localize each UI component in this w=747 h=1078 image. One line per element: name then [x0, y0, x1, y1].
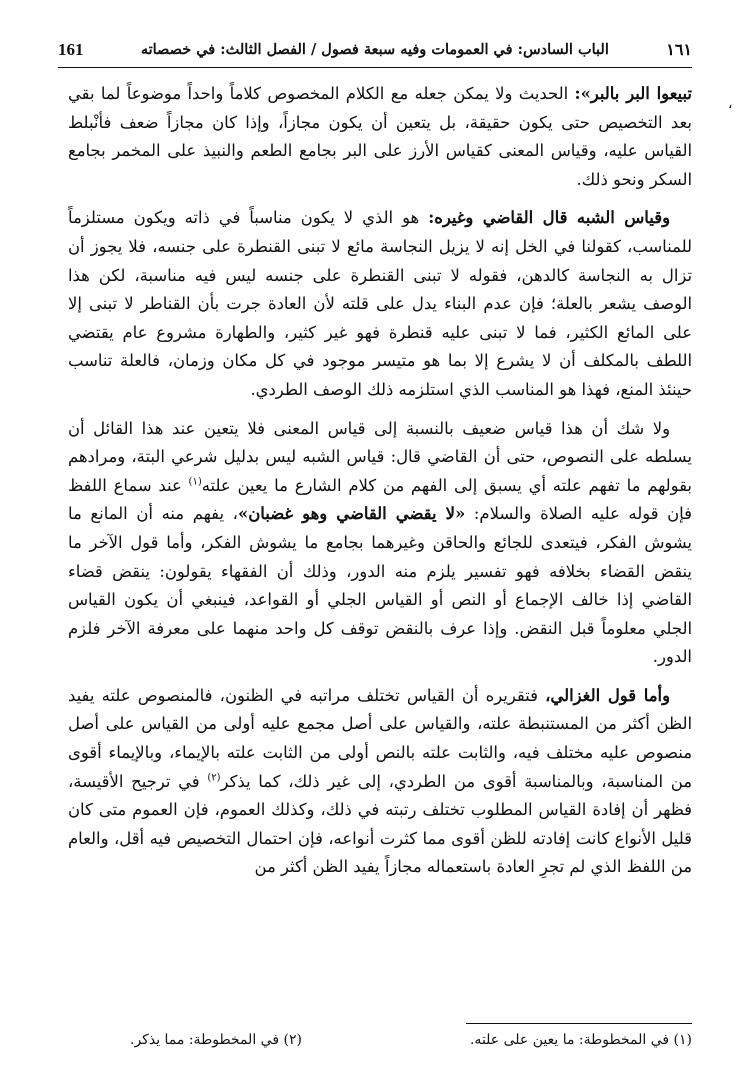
footnote-2: (٢) في المخطوطة: مما يذكر. [130, 1032, 302, 1048]
paragraph-2 [68, 204, 692, 404]
main-text [68, 80, 692, 892]
page-number-arabic: ١٦١ [666, 40, 692, 59]
footnote-ref-1[interactable]: (١) [188, 476, 202, 488]
footnote-divider [466, 1023, 692, 1024]
paragraph-3 [68, 415, 692, 672]
margin-mark: ، [728, 96, 733, 112]
paragraph-4-lead: وأما قول الغزالي، [545, 685, 670, 705]
paragraph-3-text-b: عند سماع اللفظ فإن قوله عليه الصلاة والسلام: [68, 475, 692, 524]
page-number-latin: 161 [58, 39, 84, 59]
footnote-1: (١) في المخطوطة: ما يعين على علته. [469, 1032, 692, 1048]
paragraph-1-lead: تبيعوا البر بالبر»: [574, 84, 692, 103]
running-title: الباب السادس: في العمومات وفيه سبعة فصول / الفصل الثالث: في خصصاته [140, 41, 609, 58]
paragraph-1-text: الحديث ولا يمكن جعله مع الكلام المخصوص كلاماً واحداً موضوعاً لما بقي بعد التخصيص حتى يكون حقيقة، بل يتعين أن يكون مجازاً، وإذا كان مجازاً ضعف فأنْبلط القياس عليه، وقياس المعنى كقياس الأرز على البر بجامع الطعم والنبيذ على المخمر بجامع السكر ونحو ذلك. [68, 84, 692, 189]
paragraph-3-text-a: ولا شك أن هذا قياس ضعيف بالنسبة إلى قياس المعنى فلا يتعين عند هذا القائل أن يسلطه على النصوص، حتى أن القاضي قال: قياس الشبه ليس بدليل شرعي البتة، ومرادهم بقولهم ما تفهم علته أي يسبق إلى الفهم من كلام الشارع ما يعين علته [68, 418, 692, 495]
hadith-quote: «لا يقضي القاضي وهو غضبان» [237, 504, 466, 524]
paragraph-2-lead: وقياس الشبه قال القاضي وغيره: [428, 208, 670, 228]
running-header [58, 38, 692, 68]
paragraph-4-text-b: في ترجيح الأقيسة، فظهر أن إفادة القياس المطلوب تختلف رتبته في ذلك، وكذلك العموم، فإن العموم متى كان قليل الأنواع كانت إفادته للظن أقوى مما كثرت أنواعه، فإن احتمال التخصيص فيه أقل، والعام من اللفظ الذي لم تجرِ العادة باستعماله مجازاً يفيد الظن أكثر من [68, 771, 692, 877]
footnotes [130, 1030, 692, 1050]
paragraph-1 [68, 80, 692, 194]
paragraph-3-text-c: ، يفهم منه أن المانع ما يشوش الفكر، فيتعدى للجائع والحاقن وغيرهما بجامع ما يشوش الفكر، وأما قول الآخر ما ينقض القضاء بخلافه فهو تفسير يلزم منه الدور، وذلك أن الفقهاء يقولون: ينقض قضاء القاضي إذا خالف الإجماع أو النص أو القياس الجلي أو القواعد، فينبغي أن يكون القياس الجلي معلوماً قبل النقض. وإذا عرف بالنقض توقف كل واحد منهما على معرفة الآخر فلزم الدور. [68, 504, 692, 667]
paragraph-2-text: هو الذي لا يكون مناسباً في ذاته ويكون مستلزماً للمناسب، كقولنا في الخل إنه لا يزيل النجاسة مائع لا تبنى القنطرة على جنسه، فلا يجوز أن تزال به النجاسة كالدهن، فقوله لا تبنى القنطرة على جنسه ليس فيه مناسبة، لكن هذا الوصف يشعر بالعلة؛ فإن عدم البناء يدل على قلته لأن العادة جرت بأن القناطر لا تبنى إلا على المائع الكثير، فما لا تبنى عليه قنطرة فهو غير كثير، والطهارة مشروع عام يقتضي اللطف بالمكلف أن لا يشرع إلا بما هو متيسر موجود في كل مكان وزمان، فالعلة تناسب حينئذ المنع، فهذا هو المناسب الذي استلزمه ذلك الوصف الطردي. [68, 208, 692, 399]
footnote-ref-2[interactable]: (٢) [207, 772, 221, 784]
paragraph-4-text-a: فتقريره أن القياس تختلف مراتبه في الظنون، فالمنصوص علته يفيد الظن أكثر من المستنبطة علته، والقياس على أصل مجمع عليه أولى من القياس على أصل منصوص عليه مختلف فيه، والثابت علته بالنص أولى من الثابت علته بالإيماء، وبالإيماء أقوى من المناسبة، وبالمناسبة أقوى من الطردي، إلى غير ذلك، كما يذكر [68, 685, 693, 791]
paragraph-4 [68, 682, 692, 882]
